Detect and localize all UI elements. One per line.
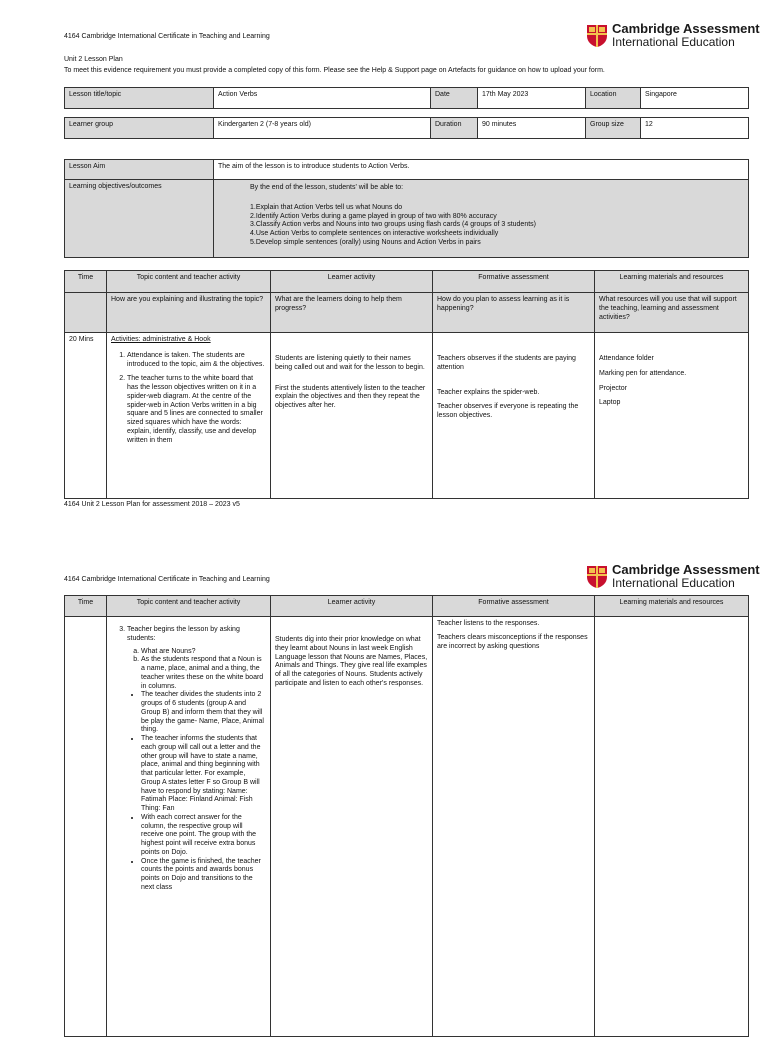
activity-table-page2 xyxy=(64,595,749,1037)
aims-table xyxy=(64,159,749,258)
step-item: 1. Attendance is taken. The students are introduced to the topic, aim & the objectives. xyxy=(127,352,266,370)
sub-item: a. What are Nouns? xyxy=(141,648,266,657)
col-topic: Topic content and teacher activity xyxy=(107,596,271,617)
resource-item: Attendance folder xyxy=(599,355,654,362)
assessment-text: Teachers observes if the students are paying attention xyxy=(437,355,576,371)
col-time: Time xyxy=(65,271,107,293)
col-learner: Learner activity xyxy=(271,271,433,293)
duration-value: 90 minutes xyxy=(478,118,586,139)
learner-group-label: Learner group xyxy=(65,118,214,139)
bullet-item: • With each correct answer for the column, the respective group will receive one point. The group with the highest point will receive extra bonus points on Dojo. xyxy=(141,814,266,858)
lesson-aim-label: Lesson Aim xyxy=(65,160,214,180)
lesson-title-label: Lesson title/topic xyxy=(65,88,214,109)
info-table-1 xyxy=(64,87,749,109)
resource-item: Laptop xyxy=(599,399,621,407)
objective-item: 1.Explain that Action Verbs tell us what Nouns do xyxy=(250,203,403,211)
row2-assessment xyxy=(433,617,595,1037)
group-size-label: Group size xyxy=(586,118,641,139)
objectives-intro: By the end of the lesson, students' will be able to: xyxy=(250,184,404,191)
lesson-aim-value: The aim of the lesson is to introduce students to Action Verbs. xyxy=(214,160,749,180)
location-value: Singapore xyxy=(641,88,749,109)
cambridge-shield-icon xyxy=(586,24,608,48)
bullet-item: • The teacher informs the students that each group will call out a letter and the other group will have to state a name, place, animal and thing beginning with that particular letter. For example, Group A states letter F so Group B will have to respond by stating: Name: Fatimah Place: Finland Animal: Fish Thing: Fan xyxy=(141,735,266,814)
objective-item: 4.Use Action Verbs to complete sentences on interactive worksheets individually xyxy=(250,230,499,237)
resource-item: Marking pen for attendance. xyxy=(599,369,687,377)
date-label: Date xyxy=(431,88,478,109)
col-resources: Learning materials and resources xyxy=(595,596,749,617)
logo-line2: International Education xyxy=(612,35,735,50)
resource-item: Projector xyxy=(599,384,628,392)
lesson-title-value: Action Verbs xyxy=(214,88,431,109)
col-resources: Learning materials and resources xyxy=(595,271,749,293)
assessment-text: Teacher observes if everyone is repeating the lesson objectives. xyxy=(437,403,579,419)
sub-item: b. As the students respond that a Noun is a name, place, animal and a thing, the teacher writes these on the white board in columns. xyxy=(141,656,266,691)
col-topic: Topic content and teacher activity xyxy=(107,271,271,293)
row1-time: 20 Mins xyxy=(65,333,107,499)
objective-item: 2.Identify Action Verbs during a game played in group of two with 80% accuracy xyxy=(250,212,497,220)
info-table-2 xyxy=(64,117,749,139)
logo-line2: International Education xyxy=(612,576,735,591)
cambridge-logo-page2 xyxy=(586,563,760,590)
row1-assessment xyxy=(433,333,595,499)
row1-topic xyxy=(107,333,271,499)
question-topic: How are you explaining and illustrating the topic? xyxy=(107,293,271,333)
assessment-text: Teacher listens to the responses. xyxy=(437,620,540,627)
learner-text: Students are listening quietly to their names being called out and wait for the lesson to begin. xyxy=(275,355,425,371)
bullet-item: • The teacher divides the students into 2 groups of 6 students (group A and Group B) and inform them that they will be play the game- Name, Place, Animal thing. xyxy=(141,691,266,735)
learner-text: Students dig into their prior knowledge on what they learnt about Nouns in last week English Language lesson that Nouns are Names, Places, Animals and Things. They give real life examples of all the categories of Nouns. Students actively participate and listen to each other's responses. xyxy=(275,636,428,687)
row2-topic xyxy=(107,617,271,1037)
step-item: 3. Teacher begins the lesson by asking students: xyxy=(127,626,266,644)
objectives-label: Learning objectives/outcomes xyxy=(65,180,214,258)
col-assessment: Formative assessment xyxy=(433,271,595,293)
logo-line1: Cambridge Assessment xyxy=(612,562,760,577)
unit-title: Unit 2 Lesson Plan xyxy=(64,56,123,63)
activity-table-page1 xyxy=(64,270,749,499)
page2-header-title: 4164 Cambridge International Certificate in Teaching and Learning xyxy=(64,576,270,583)
page1-header-title: 4164 Cambridge International Certificate in Teaching and Learning xyxy=(64,33,270,40)
date-value: 17th May 2023 xyxy=(478,88,586,109)
assessment-text: Teachers clears misconceptions if the responses are incorrect by asking questions xyxy=(437,633,588,650)
row2-learner xyxy=(271,617,433,1037)
objective-item: 5.Develop simple sentences (orally) using Nouns and Action Verbs in pairs xyxy=(250,238,481,246)
objective-item: 3.Classify Action verbs and Nouns into two groups using flash cards (4 groups of 3 students) xyxy=(250,221,536,229)
row1-resources xyxy=(595,333,749,499)
learner-text: First the students attentively listen to the teacher explain the objectives and then they repeat the objectives after her. xyxy=(275,384,426,409)
col-assessment: Formative assessment xyxy=(433,596,595,617)
cambridge-shield-icon xyxy=(586,565,608,589)
duration-label: Duration xyxy=(431,118,478,139)
page1-footer: 4164 Unit 2 Lesson Plan for assessment 2018 – 2023 v5 xyxy=(64,501,240,508)
learner-group-value: Kindergarten 2 (7-8 years old) xyxy=(214,118,431,139)
assessment-text: Teacher explains the spider-web. xyxy=(437,388,540,396)
question-learner: What are the learners doing to help them progress? xyxy=(271,293,433,333)
logo-line1: Cambridge Assessment xyxy=(612,21,760,36)
col-learner: Learner activity xyxy=(271,596,433,617)
bullet-item: • Once the game is finished, the teacher counts the points and awards bonus points on Dojo and transitions to the next class xyxy=(141,858,266,893)
instruction-text: To meet this evidence requirement you must provide a completed copy of this form. Please see the Help & Support page on Artefacts for guidance on how to upload your form. xyxy=(64,67,605,74)
question-resources: What resources will you use that will support the teaching, learning and assessment activities? xyxy=(595,293,749,333)
objectives-cell xyxy=(214,180,749,258)
group-size-value: 12 xyxy=(641,118,749,139)
row1-heading: Activities: administrative & Hook xyxy=(111,336,211,343)
question-assessment: How do you plan to assess learning as it is happening? xyxy=(433,293,595,333)
step-item: 2. The teacher turns to the white board that has the lesson objectives written on it in a spider-web diagram. At the centre of the spider-web in Action Verbs written in a big square and 5 lines are connected to smaller sized squares which have the words: explain, identify, classify, use and develop written in them xyxy=(127,375,266,445)
cambridge-logo xyxy=(586,22,760,49)
location-label: Location xyxy=(586,88,641,109)
row1-learner xyxy=(271,333,433,499)
col-time: Time xyxy=(65,596,107,617)
